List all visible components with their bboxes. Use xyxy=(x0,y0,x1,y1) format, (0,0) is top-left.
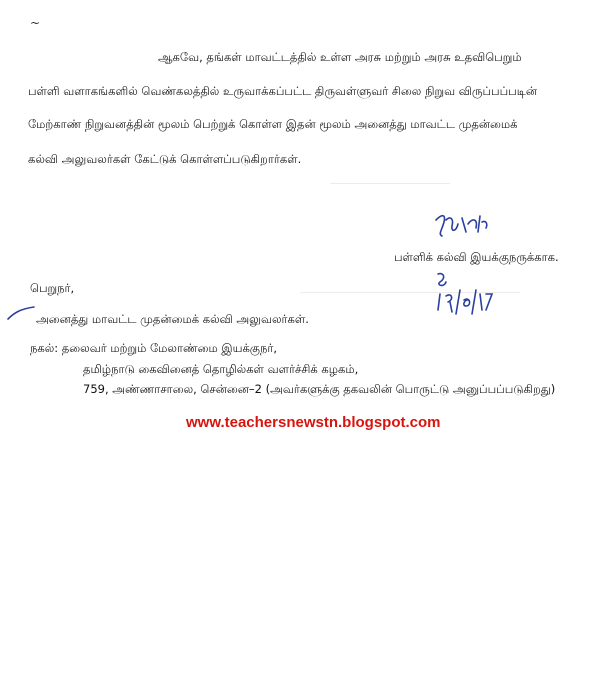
recipient-label: பெறுநர், xyxy=(30,281,75,295)
scan-artifact xyxy=(330,183,450,184)
signature-title: பள்ளிக் கல்வி இயக்குநருக்காக. xyxy=(394,250,559,264)
handwritten-date-icon xyxy=(430,270,520,316)
paragraph-line-3: மேற்காண் நிறுவனத்தின் மூலம் பெற்றுக் கொள்ள இதன் மூலம் அனைத்து மாவட்ட முதன்மைக் xyxy=(28,117,518,131)
pen-tick-mark-icon xyxy=(6,305,36,325)
paragraph-line-2: பள்ளி வளாகங்களில் வெண்கலத்தில் உருவாக்கப்பட்ட திருவள்ளுவர் சிலை நிறுவ விருப்பப்படின் xyxy=(28,84,538,98)
handwritten-signature-icon xyxy=(432,210,492,244)
copy-to-line-2: தமிழ்நாடு கைவினைத் தொழில்கள் வளர்ச்சிக் கழகம், xyxy=(83,362,359,376)
copy-to-line-1: நகல்: தலைவர் மற்றும் மேலாண்மை இயக்குநர், xyxy=(30,341,277,355)
paragraph-line-4: கல்வி அலுவலர்கள் கேட்டுக் கொள்ளப்படுகிறார்கள். xyxy=(28,152,302,166)
paragraph-line-1: ஆகவே, தங்கள் மாவட்டத்தில் உள்ள அரசு மற்றும் அரசு உதவிபெறும் xyxy=(158,50,522,64)
recipient-address: அனைத்து மாவட்ட முதன்மைக் கல்வி அலுவலர்கள். xyxy=(36,312,309,326)
top-mark: ~ xyxy=(30,16,41,30)
watermark-url: www.teachersnewstn.blogspot.com xyxy=(186,414,441,431)
copy-to-line-3: 759, அண்ணாசாலை, சென்னை–2 (அவர்களுக்கு தகவலின் பொருட்டு அனுப்பப்படுகிறது) xyxy=(83,382,556,396)
